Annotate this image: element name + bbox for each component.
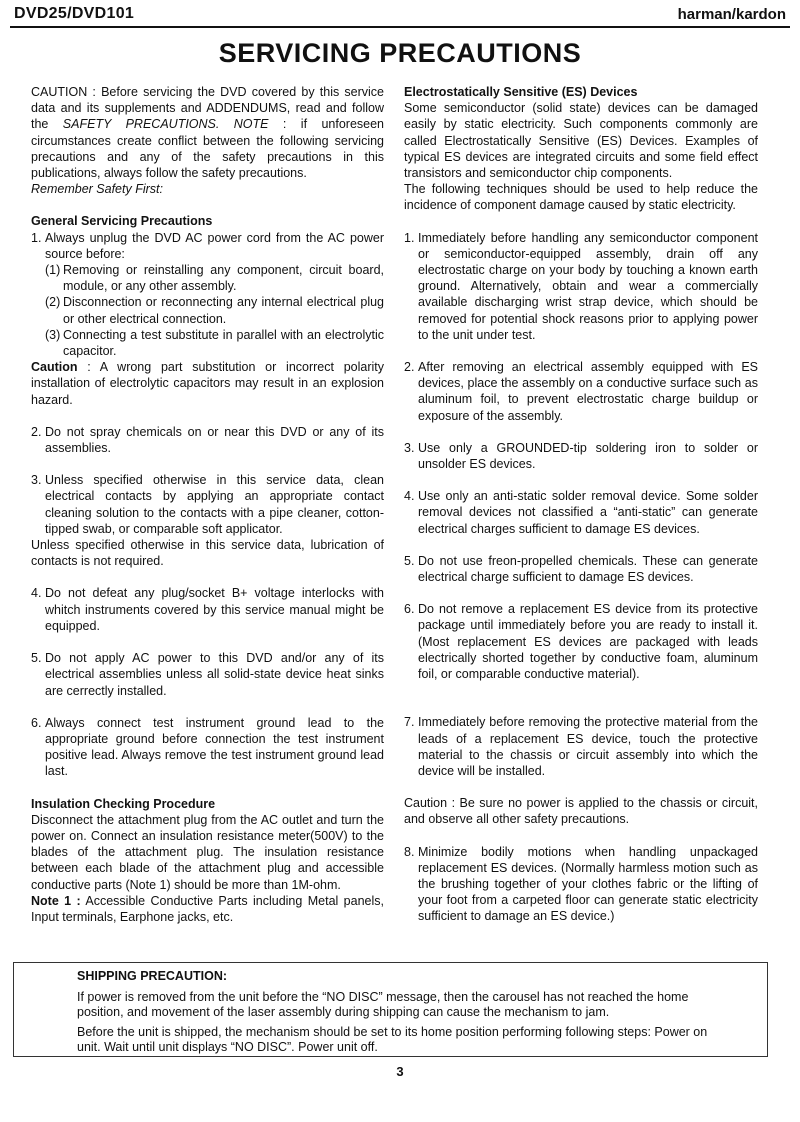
es-item-7-caution: Caution : Be sure no power is applied to the chassis or circuit, and observe all other safety precautions. [404,796,758,827]
insulation-heading: Insulation Checking Procedure [31,796,216,811]
note-1: Note 1 : Accessible Conductive Parts including Metal panels, Input terminals, Earphone jacks, etc. [31,893,384,924]
es-item-1: 1. Immediately before handling any semiconductor component or semiconductor-equipped assembly, drain off any electrostatic charge on your body by touching a known earth ground. Alternatively, obtain and wear a commercially available discharging wrist strap device, which should be removed for potential shock reasons prior to applying power to the unit under test. [404,230,758,342]
insulation-text: Disconnect the attachment plug from the AC outlet and turn the power on. Connect an insulation resistance meter(500V) to the blades of the attachment plug. The insulation resistance between each blade of the attachment plug and accessible conductive parts (Note 1) should be more than 1M-ohm. [31,812,384,892]
es-intro: Some semiconductor (solid state) devices can be damaged easily by static electricity. Such components commonly are called Electrostatically Sensitive (ES) Devices. Examples of typical ES devices are integrated circuits and some field effect transistors and semiconductor chip components. [404,101,758,181]
general-item-3-lubrication: Unless specified otherwise in this service data, lubrication of contacts is not required. [31,538,384,569]
general-servicing-heading: General Servicing Precautions [31,214,213,229]
left-column [31,84,384,925]
general-item-1-sub-1: (1) Removing or reinstalling any component, circuit board, module, or any other assembly. [45,263,384,294]
es-item-6: 6. Do not remove a replacement ES device from its protective package until immediately before you are ready to install it. (Most replacement ES devices are packaged with leads electrically shorted together by conductive foam, aluminum foil, or comparable conductive material). [404,602,758,682]
page-title: SERVICING PRECAUTIONS [218,38,582,68]
es-item-4: 4. Use only an anti-static solder removal device. Some solder removal devices not classified a “anti-static” can generate electrical charges sufficient to damage ES devices. [404,489,758,536]
es-item-5: 5. Do not use freon-propelled chemicals. These can generate electrical charge sufficient to damage ES devices. [404,553,758,585]
capacitor-caution: Caution : A wrong part substitution or incorrect polarity installation of electrolytic capacitors may result in an explosion hazard. [31,360,384,407]
general-item-4: 4. Do not defeat any plug/socket B+ voltage interlocks with whitch instruments covered by this service manual might be equipped. [31,586,384,633]
shipping-precaution-box [13,962,768,1057]
general-item-5: 5. Do not apply AC power to this DVD and/or any of its electrical assemblies unless all solid-state device heat sinks are cerrectly installed. [31,651,384,698]
general-item-1-sub-2: (2) Disconnection or reconnecting any internal electrical plug or other electrical connection. [45,295,384,326]
es-item-3: 3. Use only a GROUNDED-tip soldering iron to solder or unsolder ES devices. [404,440,758,472]
es-item-8: 8. Minimize bodily motions when handling unpackaged replacement ES devices. (Normally harmless motion such as the brushing together of your clothes fabric or the lifting of your foot from a carpeted floor can generate static electricity sufficient to damage an ES device.) [404,844,758,924]
es-item-2: 2. After removing an electrical assembly equipped with ES devices, place the assembly on a conductive surface such as aluminum foil, to prevent electrostatic charge buildup or exposure of the assembly. [404,360,758,423]
remember-safety: Remember Safety First: [31,182,163,197]
header-brand: harman/kardon [677,6,786,23]
page-number: 3 [396,1064,404,1079]
es-intro-2: The following techniques should be used to help reduce the incidence of component damage caused by static electricity. [404,182,758,213]
general-item-6: 6. Always connect test instrument ground lead to the appropriate ground before connection the test instrument positive lead. Always remove the test instrument ground lead last. [31,715,384,779]
general-item-1: 1. Always unplug the DVD AC power cord from the AC power source before: [31,230,384,261]
shipping-para-1: If power is removed from the unit before the “NO DISC” message, then the carousel has not reached the home position, and movement of the laser assembly during shipping can cause the mechanism to jam. [77,989,689,1019]
shipping-heading: SHIPPING PRECAUTION: [77,969,228,983]
general-item-3: 3. Unless specified otherwise in this service data, clean electrical contacts by applying an appropriate contact cleaning solution to the contacts with a pipe cleaner, cotton-tipped swab, or comparable soft applicator. [31,473,384,536]
es-heading: Electrostatically Sensitive (ES) Devices [404,85,638,99]
header-rule [10,26,790,28]
es-item-7: 7. Immediately before removing the protective material from the leads of a replacement ES device, touch the protective material to the chassis or circuit assembly into which the device will be installed. [404,715,758,778]
right-column [404,84,758,925]
caution-intro: CAUTION : Before servicing the DVD covered by this service data and its supplements and ADDENDUMS, read and follow the SAFETY PRECAUTIONS. NOTE : if unforeseen circumstances create conflict between the following servicing precautions and any of the safety precautions in this publications, always follow the safety precautions. [31,85,384,181]
header-model: DVD25/DVD101 [14,5,135,22]
general-item-1-sub-3: (3) Connecting a test substitute in parallel with an electrolytic capacitor. [45,327,384,359]
shipping-para-2: Before the unit is shipped, the mechanism should be set to its home position performing following steps: Power on unit. Wait until unit displays “NO DISC”. Power unit off. [77,1024,708,1054]
general-item-2: 2. Do not spray chemicals on or near this DVD or any of its assemblies. [31,424,384,456]
